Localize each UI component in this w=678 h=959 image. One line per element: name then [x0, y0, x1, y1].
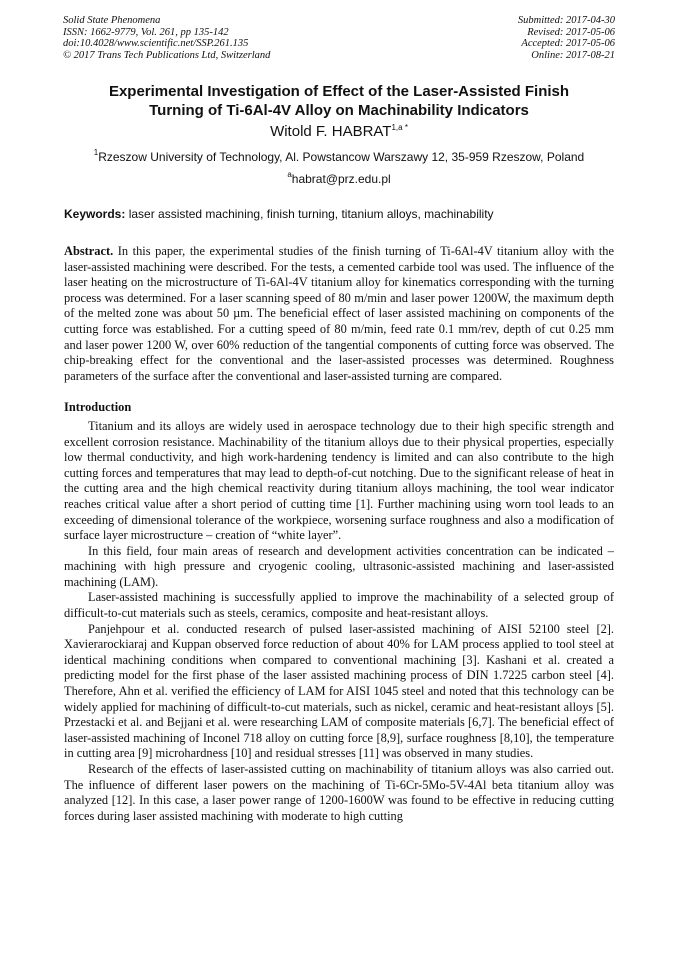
- author-line: [40, 123, 638, 141]
- intro-paragraph: Panjehpour et al. conducted research of pulsed laser-assisted machining of AISI 52100 steel [2]. Xavierarockiaraj and Kuppan observed force reduction of about 40% for LAM process applied to tool steel at identical machining conditions when compared to conventional machining [3]. Kashani et al. created a predicting model for the first phase of the laser assisted machining process of DIN 1.7225 carbon steel [4]. Therefore, Ahn et al. verified the efficiency of LAM for AISI 1045 steel and noted that this technology can be widely applied for machining of difficult-to-cut materials, such as nickel, ceramic and heat-resistant alloys [5]. Przestacki et al. and Bejjani et al. were researching LAM of composite materials [6,7]. The beneficial effect of laser-assisted machining of Inconel 718 alloy on cutting force [8,9], surface roughness [8,10], the temperature in cutting area [9] microhardness [10] and residual stresses [11] was observed in many studies.: [64, 621, 614, 761]
- date-revised: Revised: 2017-05-06: [527, 26, 615, 38]
- date-accepted: Accepted: 2017-05-06: [521, 38, 615, 49]
- journal-copyright: © 2017 Trans Tech Publications Ltd, Switzerland: [63, 49, 271, 61]
- author-email: [30, 172, 648, 187]
- journal-issn: ISSN: 1662-9779, Vol. 261, pp 135-142: [63, 26, 229, 38]
- paper-title-line-1: Experimental Investigation of Effect of the Laser-Assisted Finish: [108, 83, 570, 100]
- intro-paragraph: Titanium and its alloys are widely used in aerospace technology due to their high specific strength and excellent corrosion resistance. Machinability of the titanium alloys due to their physical properties, especially low thermal conductivity, and high work-hardening tendency is limited and can also contribute to the high cutting forces and temperatures that may lead to depth-of-cut notching. Due to the significant release of heat in the cutting area and the high chemical reactivity during titanium alloys machining, the tool wear indicator reaches critical value after a short period of cutting time [1]. Further machining using worn tool leads to an exceeding of dimensional tolerance of the workpiece, worsening surface roughness and also a modification of surface layer microstructure – creation of “white layer”.: [64, 418, 614, 543]
- author-superscript: 1,a *: [391, 123, 408, 132]
- paper-title-line-2: Turning of Ti-6Al-4V Alloy on Machinability Indicators: [149, 102, 529, 119]
- journal-name: Solid State Phenomena: [63, 15, 161, 26]
- paper-title: [40, 82, 638, 120]
- email-superscript: a: [287, 170, 292, 179]
- paper-body: [64, 244, 614, 824]
- email-address[interactable]: habrat@prz.edu.pl: [291, 172, 391, 186]
- journal-doi[interactable]: doi:10.4028/www.scientific.net/SSP.261.135: [63, 38, 249, 49]
- intro-paragraph: Laser-assisted machining is successfully applied to improve the machinability of a selected group of difficult-to-cut materials such as steels, ceramics, composite and heat-resistant alloys.: [64, 590, 614, 621]
- date-submitted: Submitted: 2017-04-30: [517, 15, 615, 26]
- submission-dates: [518, 15, 615, 61]
- keywords: [64, 207, 618, 222]
- abstract-label: Abstract.: [64, 244, 114, 258]
- abstract: [64, 244, 614, 384]
- keywords-text: laser assisted machining, finish turning, titanium alloys, machinability: [125, 207, 494, 221]
- keywords-label: Keywords:: [64, 207, 126, 221]
- journal-info: [63, 15, 270, 61]
- section-heading-introduction: Introduction: [64, 400, 132, 415]
- intro-paragraph: Research of the effects of laser-assisted cutting on machinability of titanium alloys was also carried out. The influence of different laser powers on the machining of Ti-6Cr-5Mo-5V-4Al beta titanium alloy was analyzed [12]. In this case, a laser power range of 1200-1600W was found to be effective in reducing cutting forces during laser assisted machining with moderate to high cutting: [64, 762, 614, 823]
- date-online: Online: 2017-08-21: [531, 49, 615, 61]
- author-name: Witold F. HABRAT: [270, 123, 392, 140]
- abstract-text: In this paper, the experimental studies of the finish turning of Ti-6Al-4V titanium alloy with the laser-assisted machining were described. For the tests, a cemented carbide tool was used. The influence of the laser heating on the microstructure of Ti-6Al-4V titanium alloy for kinematics corresponding with the turning process was determined. For a laser scanning speed of 80 m/min and laser power 1200W, the maximum depth of the melted zone was about 50 µm. The beneficial effect of laser assisted machining on components of the cutting force was established. For a cutting speed of 80 m/min, feed rate 0.1 mm/rev, depth of cut 0.25 mm and laser power 1200 W, over 60% reduction of the tangential components of cutting force was observed. The chip-breaking effect for the conventional and the laser-assisted processes was determined. Roughness parameters of the surface after the conventional and laser-assisted turning are compared.: [64, 244, 614, 383]
- affiliation: [30, 150, 648, 165]
- affiliation-superscript: 1: [93, 148, 99, 157]
- affiliation-text: Rzeszow University of Technology, Al. Powstancow Warszawy 12, 35-959 Rzeszow, Poland: [98, 150, 585, 164]
- intro-paragraph: In this field, four main areas of research and development activities concentration can be indicated – machining with high pressure and cryogenic cooling, ultrasonic-assisted machining and laser-assisted machining (LAM).: [64, 543, 614, 589]
